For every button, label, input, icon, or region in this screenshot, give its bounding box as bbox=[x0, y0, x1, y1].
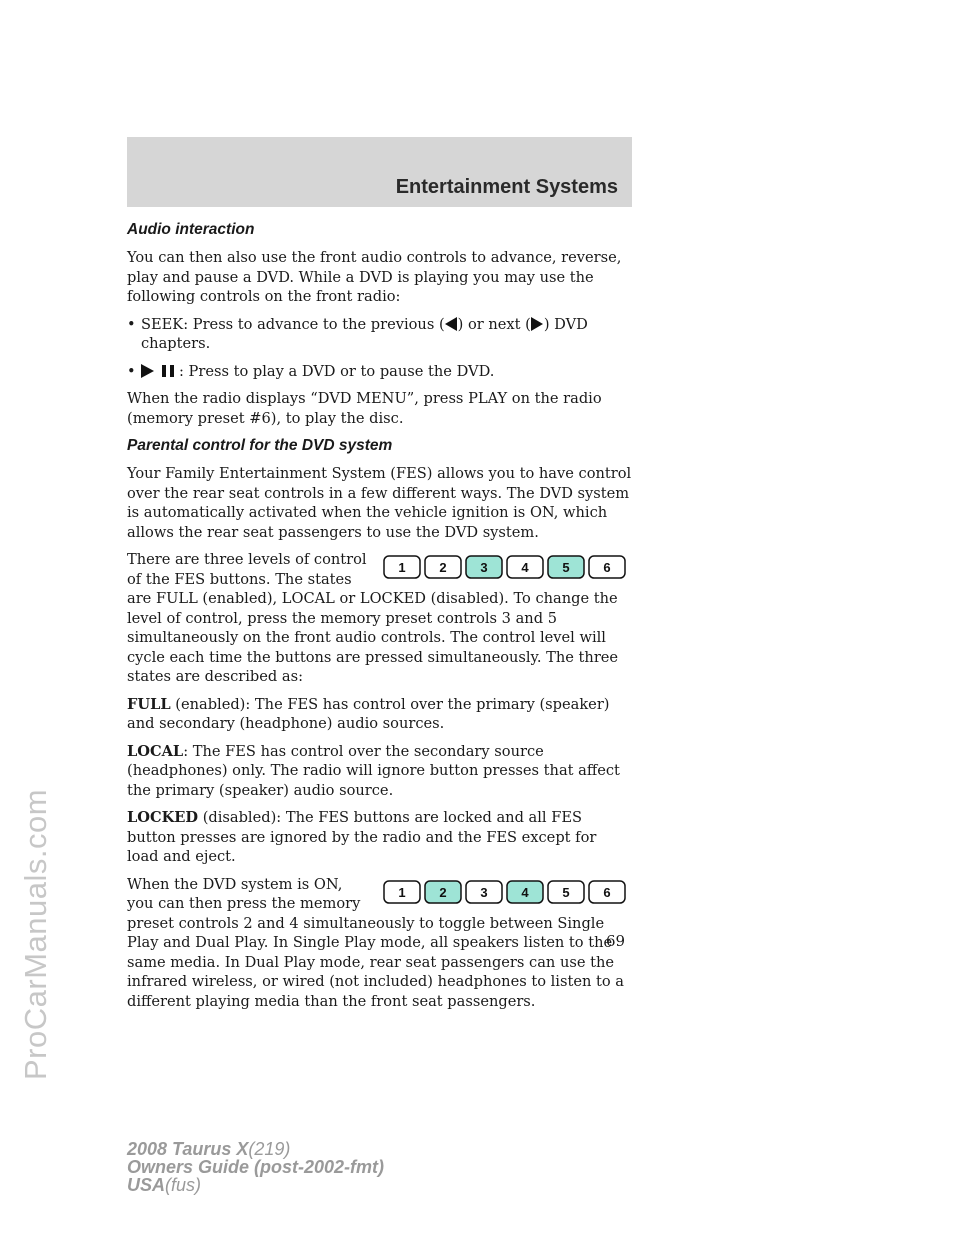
bullet-dot: • bbox=[127, 362, 136, 380]
playpause-bullet bbox=[127, 362, 632, 382]
playpause-text: : Press to play a DVD or to pause the DVD. bbox=[141, 362, 632, 382]
page-content bbox=[127, 220, 632, 1019]
audio-intro: You can then also use the front audio controls to advance, reverse, play and pause a DVD. While a DVD is playing you may use the following controls on the front radio: bbox=[127, 249, 622, 305]
full-term: FULL bbox=[127, 695, 171, 713]
full-state: FULL (enabled): The FES has control over the primary (speaker) and secondary (headphone) audio sources. bbox=[127, 695, 610, 732]
locked-term: LOCKED bbox=[127, 809, 199, 826]
local-term: LOCAL bbox=[127, 742, 184, 760]
levels-paragraph: 1 2 3 4 5 6 There are three levels of control of the FES buttons. The states are FULL (enabled), LOCAL or LOCKED (disabled). To change the level of control, press the memory preset controls 3 and 5 simultaneously on the front audio controls. The control level will cycle each time the buttons are pressed simultaneously. The three states are described as: bbox=[127, 550, 632, 687]
locked-state: LOCKED (disabled): The FES buttons are locked and all FES button presses are ignored by the radio and the FES except for load and eject. bbox=[127, 809, 597, 865]
next-triangle-icon bbox=[531, 317, 544, 331]
preset-panel-2-4 bbox=[382, 879, 632, 905]
preset-button-label: 6 bbox=[603, 884, 611, 900]
preset-button-6 bbox=[589, 556, 625, 578]
preset-button-1 bbox=[384, 556, 420, 578]
parental-heading: Parental control for the DVD system bbox=[127, 437, 393, 454]
play-pause-icon bbox=[141, 364, 179, 378]
footer-line-1: 2008 Taurus X(219) bbox=[127, 1139, 291, 1159]
local-state: LOCAL: The FES has control over the secondary source (headphones) only. The radio will ignore button presses that affect the primary (speaker) audio source. bbox=[127, 742, 620, 799]
preset-button-label: 2 bbox=[439, 560, 447, 575]
preset-button-1 bbox=[384, 881, 420, 903]
preset-button-label: 3 bbox=[480, 884, 488, 900]
preset-button-4 bbox=[507, 556, 543, 578]
seek-bullet bbox=[127, 315, 632, 354]
preset-button-label: 1 bbox=[398, 560, 406, 575]
page-number: 69 bbox=[606, 932, 626, 950]
footer bbox=[127, 1140, 384, 1194]
preset-button-2 bbox=[425, 881, 461, 903]
parental-intro: Your Family Entertainment System (FES) allows you to have control over the rear seat controls in a few different ways. The DVD system is automatically activated when the vehicle ignition is ON, which allows the rear seat passengers to use the DVD system. bbox=[127, 465, 632, 541]
dvd-menu-text: When the radio displays “DVD MENU”, press PLAY on the radio (memory preset #6), to play the disc. bbox=[127, 390, 602, 427]
preset-button-5 bbox=[548, 881, 584, 903]
preset-button-label: 4 bbox=[521, 884, 529, 900]
preset-button-label: 4 bbox=[521, 560, 529, 575]
preset-panel-3-5 bbox=[382, 554, 632, 580]
dual-play-paragraph: 1 2 3 4 5 6 When the DVD system is ON, you can then press the memory preset controls 2 and 4 simultaneously to toggle between Single Play and Dual Play. In Single Play mode, all speakers listen to the same media. In Dual Play mode, rear seat passengers can use the infrared wireless, or wired (not included) headphones to listen to a different playing media than the front seat passengers. bbox=[127, 875, 632, 1012]
preset-button-label: 3 bbox=[480, 560, 488, 575]
footer-line-3: USA(fus) bbox=[127, 1175, 202, 1195]
preset-button-2 bbox=[425, 556, 461, 578]
section-title: Entertainment Systems bbox=[395, 176, 618, 198]
seek-text: SEEK: Press to advance to the previous ( ) or next ( ) DVD chapters. bbox=[141, 315, 588, 352]
preset-button-label: 6 bbox=[603, 560, 611, 575]
footer-line-2: Owners Guide (post-2002-fmt) bbox=[127, 1157, 385, 1177]
preset-button-5 bbox=[548, 556, 584, 578]
preset-button-label: 1 bbox=[398, 884, 406, 900]
side-watermark: ProCarManuals.com bbox=[18, 788, 53, 1080]
preset-button-label: 5 bbox=[562, 884, 570, 900]
previous-triangle-icon bbox=[445, 317, 458, 331]
preset-button-label: 2 bbox=[439, 884, 447, 900]
preset-button-label: 5 bbox=[562, 560, 570, 575]
preset-button-4 bbox=[507, 881, 543, 903]
preset-button-6 bbox=[589, 881, 625, 903]
bullet-dot: • bbox=[127, 315, 136, 333]
preset-button-3 bbox=[466, 881, 502, 903]
audio-heading: Audio interaction bbox=[127, 221, 255, 238]
section-header bbox=[127, 137, 632, 207]
preset-button-3 bbox=[466, 556, 502, 578]
